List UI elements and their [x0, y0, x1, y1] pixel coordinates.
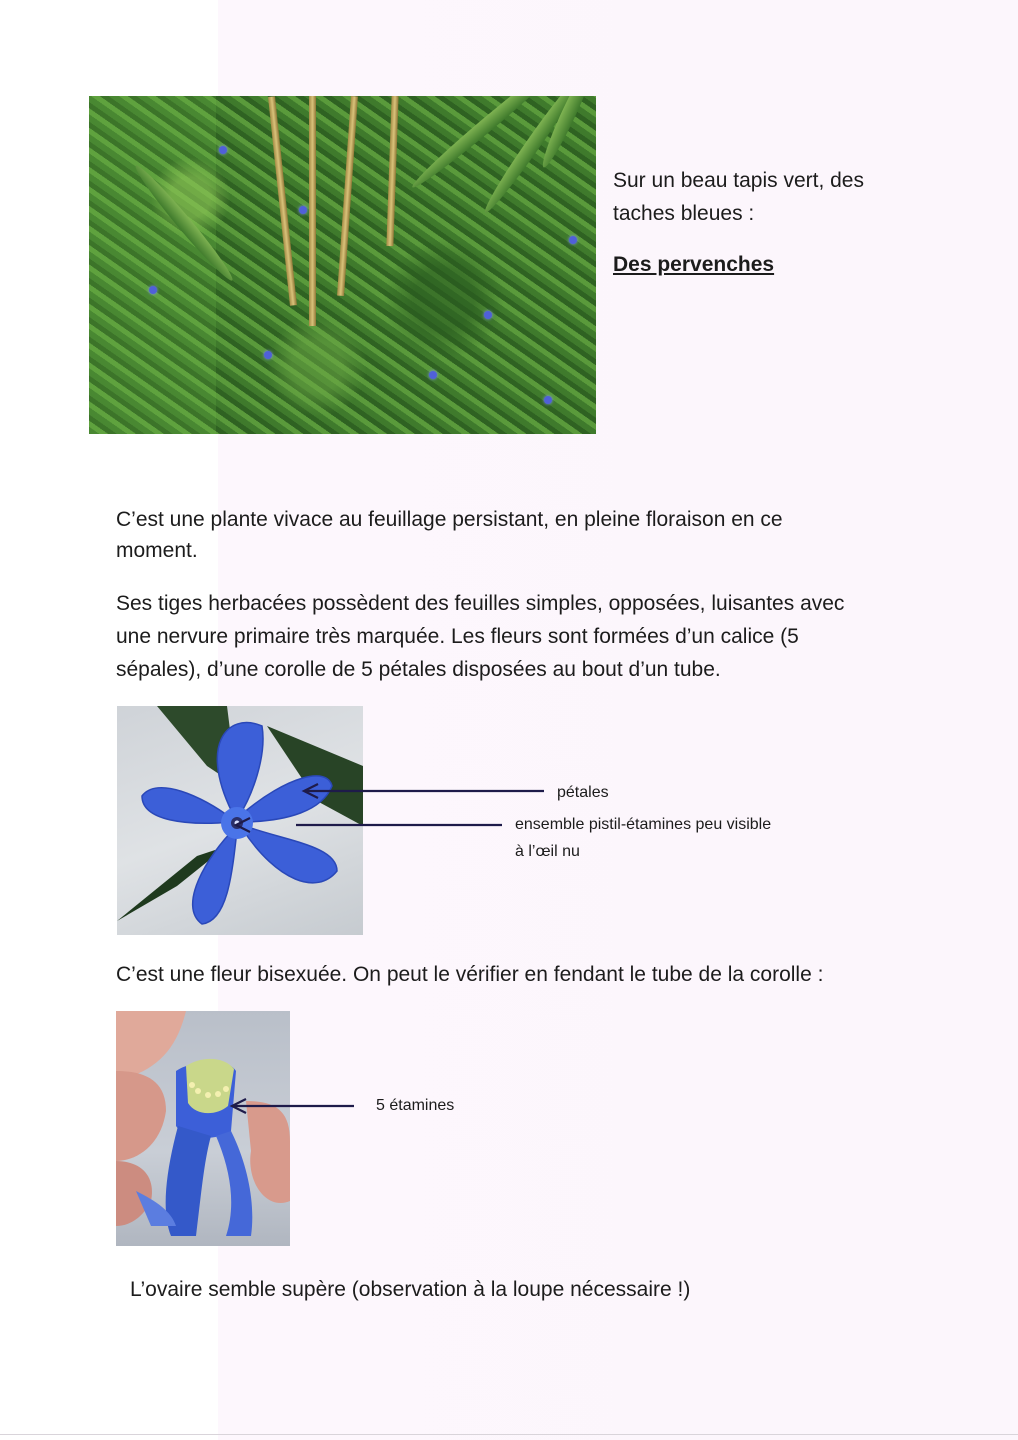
left-arrow-icon: [232, 814, 262, 836]
section-heading: Des pervenches: [613, 253, 775, 276]
naked-eye-label: à l’œil nu: [515, 843, 580, 860]
ground-cover-photo: [89, 96, 596, 434]
petals-label: pétales: [557, 784, 609, 801]
stamens-label: 5 étamines: [376, 1097, 455, 1114]
page-bottom-edge: [0, 1434, 1018, 1435]
paragraph-4: L’ovaire semble supère (observation à la loupe nécessaire !): [130, 1278, 691, 1301]
paragraph-1-line-1: C’est une plante vivace au feuillage persistant, en pleine floraison en ce: [116, 508, 783, 531]
intro-line-2: taches bleues :: [613, 202, 755, 225]
paragraph-1-line-2: moment.: [116, 539, 198, 562]
pistil-stamens-label: ensemble pistil-étamines peu visible: [515, 816, 772, 833]
paragraph-2-line-2: une nervure primaire très marquée. Les fleurs sont formées d’un calice (5: [116, 625, 799, 648]
stamens-arrow: [226, 1096, 356, 1116]
intro-line-1: Sur un beau tapis vert, des: [613, 169, 864, 192]
split-corolla-photo: [116, 1011, 290, 1246]
paragraph-2-line-1: Ses tiges herbacées possèdent des feuilles simples, opposées, luisantes avec: [116, 592, 845, 615]
paragraph-2-line-3: sépales), d’une corolle de 5 pétales disposées au bout d’un tube.: [116, 658, 721, 681]
paragraph-3: C’est une fleur bisexuée. On peut le vérifier en fendant le tube de la corolle :: [116, 963, 824, 986]
annotation-arrows: [296, 780, 548, 835]
